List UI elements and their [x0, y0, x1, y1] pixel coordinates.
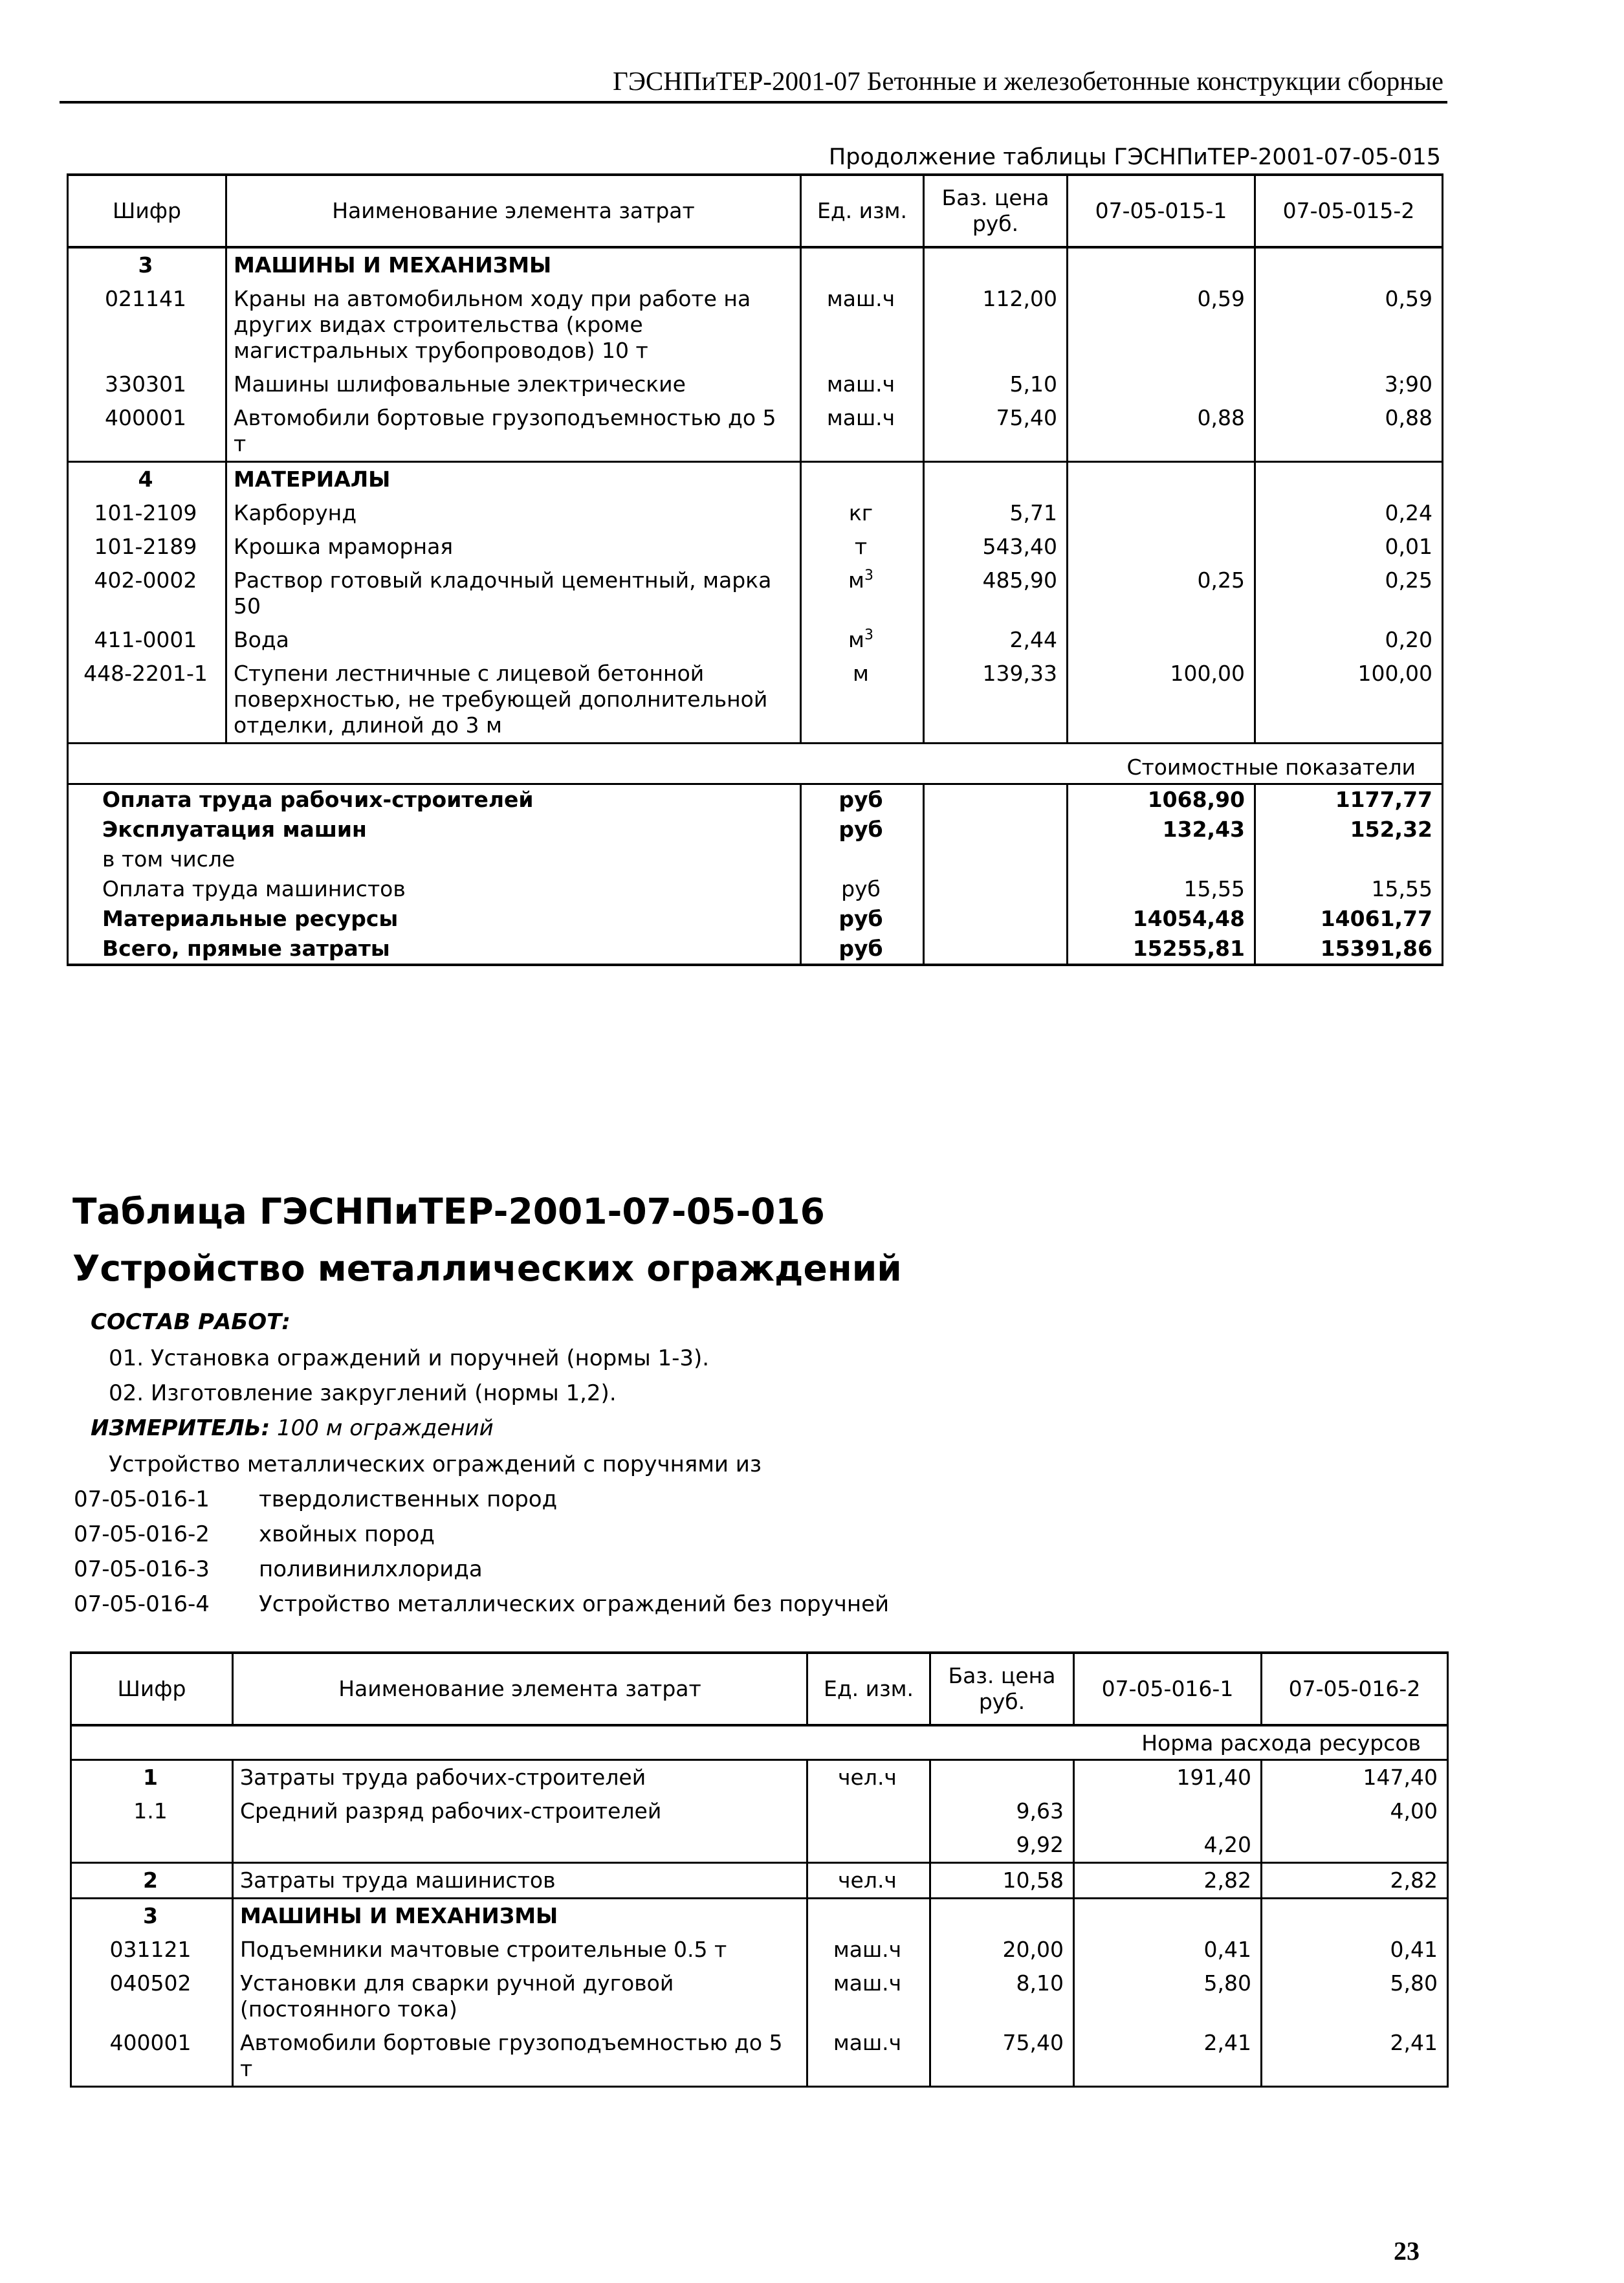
row-unit: кг	[801, 496, 924, 530]
table-row	[71, 1933, 1448, 1967]
section-number: 3	[68, 247, 226, 282]
row-value-2: 147,40	[1262, 1760, 1448, 1795]
row-price: 10,58	[930, 1863, 1074, 1899]
header-unit: Ед. изм.	[801, 175, 924, 247]
row-name: Карборунд	[226, 496, 801, 530]
cost-label: Оплата труда машинистов	[68, 874, 801, 904]
row-price: 9,92	[930, 1828, 1074, 1863]
row-name: Средний разряд рабочих-строителей	[233, 1794, 807, 1828]
row-unit: чел.ч	[807, 1760, 930, 1795]
row-value-1: 0,25	[1068, 564, 1255, 623]
row-value-2	[1262, 1828, 1448, 1863]
row-code: 2	[71, 1863, 233, 1899]
row-name: Машины шлифовальные электрические	[226, 368, 801, 401]
table-title: Таблица ГЭСНПиТЕР-2001-07-05-016	[72, 1191, 825, 1232]
row-name: Затраты труда рабочих-строителей	[233, 1760, 807, 1795]
row-value-1: 100,00	[1068, 657, 1255, 744]
cost-row	[68, 784, 1443, 815]
norm-caption: Норма расхода ресурсов	[71, 1725, 1448, 1760]
variant-code: 07-05-016-3	[74, 1556, 210, 1582]
row-name: Вода	[226, 623, 801, 657]
row-value-2: 2,82	[1262, 1863, 1448, 1899]
row-price: 9,63	[930, 1794, 1074, 1828]
row-value-2: 2,41	[1262, 2026, 1448, 2087]
header-name: Наименование элемента затрат	[233, 1653, 807, 1725]
row-code: 101-2109	[68, 496, 226, 530]
cost-value-2	[1255, 844, 1443, 874]
table-row	[71, 1794, 1448, 1828]
variant-text: поливинилхлорида	[259, 1556, 483, 1582]
row-value-2: 0,88	[1255, 401, 1443, 462]
table-row	[71, 2026, 1448, 2087]
variant-code: 07-05-016-4	[74, 1591, 210, 1617]
cost-unit: руб	[801, 784, 924, 815]
row-value-2: 4,00	[1262, 1794, 1448, 1828]
cost-value-2: 152,32	[1255, 815, 1443, 844]
header-code: Шифр	[71, 1653, 233, 1725]
table-row	[71, 1967, 1448, 2026]
table-row	[68, 282, 1443, 368]
table-row	[68, 368, 1443, 401]
table-row	[68, 564, 1443, 623]
row-name: Автомобили бортовые грузоподъемностью до 5 т	[226, 401, 801, 462]
header-price: Баз. цена руб.	[930, 1653, 1074, 1725]
row-price: 2,44	[924, 623, 1068, 657]
row-name: Раствор готовый кладочный цементный, марка 50	[226, 564, 801, 623]
row-code: 040502	[71, 1967, 233, 2026]
cost-value-2: 15391,86	[1255, 934, 1443, 965]
table-header-row	[71, 1653, 1448, 1725]
row-value-1	[1068, 530, 1255, 564]
section-title: МАТЕРИАЛЫ	[226, 462, 801, 497]
row-unit	[807, 1794, 930, 1828]
row-value-1: 191,40	[1074, 1760, 1262, 1795]
work-item: 02. Изготовление закруглений (нормы 1,2).	[109, 1380, 617, 1406]
cost-unit	[801, 844, 924, 874]
row-price: 543,40	[924, 530, 1068, 564]
row-name: Подъемники мачтовые строительные 0.5 т	[233, 1933, 807, 1967]
cost-value-1: 15255,81	[1068, 934, 1255, 965]
header-code: Шифр	[68, 175, 226, 247]
section-title: МАШИНЫ И МЕХАНИЗМЫ	[233, 1899, 807, 1934]
variant-text: хвойных пород	[259, 1521, 435, 1547]
cost-value-1: 14054,48	[1068, 904, 1255, 934]
row-value-2: 3;90	[1255, 368, 1443, 401]
row-value-1: 4,20	[1074, 1828, 1262, 1863]
cost-unit: руб	[801, 874, 924, 904]
row-price: 75,40	[930, 2026, 1074, 2087]
row-price: 5,71	[924, 496, 1068, 530]
cost-value-1: 1068,90	[1068, 784, 1255, 815]
row-unit: т	[801, 530, 924, 564]
cost-unit: руб	[801, 815, 924, 844]
table-row	[71, 1760, 1448, 1795]
row-code: 400001	[71, 2026, 233, 2087]
work-composition-heading: СОСТАВ РАБОТ:	[91, 1309, 291, 1335]
cost-value-1: 132,43	[1068, 815, 1255, 844]
row-value-1: 0,41	[1074, 1933, 1262, 1967]
row-unit: $м^3$	[801, 623, 924, 657]
row-value-2: 100,00	[1255, 657, 1443, 744]
variants-description: Устройство металлических ограждений с поручнями из	[109, 1451, 762, 1477]
norm-caption-row	[71, 1725, 1448, 1760]
row-name: Затраты труда машинистов	[233, 1863, 807, 1899]
row-code: 448-2201-1	[68, 657, 226, 744]
resource-table-015	[67, 173, 1443, 966]
cost-label: в том числе	[68, 844, 801, 874]
row-code: 400001	[68, 401, 226, 462]
cost-value-1	[1068, 844, 1255, 874]
table-continuation-caption: Продолжение таблицы ГЭСНПиТЕР-2001-07-05-015	[828, 144, 1441, 170]
row-price: 8,10	[930, 1967, 1074, 2026]
row-unit: маш.ч	[807, 2026, 930, 2087]
cost-value-2: 15,55	[1255, 874, 1443, 904]
table-row	[71, 1863, 1448, 1899]
cost-row	[68, 844, 1443, 874]
measurer-label: ИЗМЕРИТЕЛЬ:	[91, 1415, 270, 1441]
variant-code: 07-05-016-1	[74, 1486, 210, 1512]
row-name: Ступени лестничные с лицевой бетонной поверхностью, не требующей дополнительной отделки, длиной до 3 м	[226, 657, 801, 744]
row-value-2: 5,80	[1262, 1967, 1448, 2026]
row-name: Крошка мраморная	[226, 530, 801, 564]
cost-label: Всего, прямые затраты	[68, 934, 801, 965]
cost-value-2: 14061,77	[1255, 904, 1443, 934]
header-col1: 07-05-016-1	[1074, 1653, 1262, 1725]
row-price: 112,00	[924, 282, 1068, 368]
header-col1: 07-05-015-1	[1068, 175, 1255, 247]
cost-unit: руб	[801, 934, 924, 965]
row-unit: м	[801, 657, 924, 744]
variant-code: 07-05-016-2	[74, 1521, 210, 1547]
row-unit: $м^3$	[801, 564, 924, 623]
cost-value-2: 1177,77	[1255, 784, 1443, 815]
row-price: 75,40	[924, 401, 1068, 462]
row-value-2: 0,59	[1255, 282, 1443, 368]
row-unit: маш.ч	[801, 401, 924, 462]
cost-caption-row	[68, 744, 1443, 784]
row-price: 5,10	[924, 368, 1068, 401]
cost-row	[68, 815, 1443, 844]
running-header: ГЭСНПиТЕР-2001-07 Бетонные и железобетонные конструкции сборные	[613, 66, 1443, 96]
row-value-1	[1068, 623, 1255, 657]
row-code: 021141	[68, 282, 226, 368]
cost-value-1: 15,55	[1068, 874, 1255, 904]
header-price: Баз. цена руб.	[924, 175, 1068, 247]
row-name: Краны на автомобильном ходу при работе на других видах строительства (кроме магистральных трубопроводов) 10 т	[226, 282, 801, 368]
section-row-machines	[68, 247, 1443, 282]
row-code: 411-0001	[68, 623, 226, 657]
row-unit: маш.ч	[807, 1967, 930, 2026]
section-row-machines	[71, 1899, 1448, 1934]
header-col2: 07-05-016-2	[1262, 1653, 1448, 1725]
row-unit: маш.ч	[801, 368, 924, 401]
measurer-value: 100 м ограждений	[277, 1415, 494, 1441]
table-row	[71, 1828, 1448, 1863]
work-item: 01. Установка ограждений и поручней (нормы 1-3).	[109, 1345, 710, 1371]
row-unit: маш.ч	[801, 282, 924, 368]
row-name: Автомобили бортовые грузоподъемностью до 5 т	[233, 2026, 807, 2087]
header-rule	[60, 101, 1447, 104]
row-code: 031121	[71, 1933, 233, 1967]
row-value-1: 0,88	[1068, 401, 1255, 462]
cost-label: Оплата труда рабочих-строителей	[68, 784, 801, 815]
row-value-2: 0,24	[1255, 496, 1443, 530]
section-number: 4	[68, 462, 226, 497]
cost-row	[68, 934, 1443, 965]
row-price: 485,90	[924, 564, 1068, 623]
table-row	[68, 530, 1443, 564]
row-code: 330301	[68, 368, 226, 401]
row-value-1	[1068, 496, 1255, 530]
row-price	[930, 1760, 1074, 1795]
row-value-1: 0,59	[1068, 282, 1255, 368]
cost-row	[68, 904, 1443, 934]
header-name: Наименование элемента затрат	[226, 175, 801, 247]
cost-label: Эксплуатация машин	[68, 815, 801, 844]
table-row	[68, 401, 1443, 462]
row-value-1	[1068, 368, 1255, 401]
page-number: 23	[1394, 2236, 1420, 2266]
section-subtitle: Устройство металлических ограждений	[72, 1248, 902, 1289]
cost-row	[68, 874, 1443, 904]
row-name: Установки для сварки ручной дуговой (постоянного тока)	[233, 1967, 807, 2026]
row-value-1: 2,82	[1074, 1863, 1262, 1899]
row-code: 402-0002	[68, 564, 226, 623]
row-value-1	[1074, 1794, 1262, 1828]
header-unit: Ед. изм.	[807, 1653, 930, 1725]
measurer-line	[91, 1415, 494, 1442]
table-row	[68, 623, 1443, 657]
row-price: 139,33	[924, 657, 1068, 744]
row-value-2: 0,01	[1255, 530, 1443, 564]
row-code: 101-2189	[68, 530, 226, 564]
row-value-1: 2,41	[1074, 2026, 1262, 2087]
variant-text: Устройство металлических ограждений без поручней	[259, 1591, 890, 1617]
section-number: 3	[71, 1899, 233, 1934]
section-title: МАШИНЫ И МЕХАНИЗМЫ	[226, 247, 801, 282]
table-header-row	[68, 175, 1443, 247]
row-value-2: 0,25	[1255, 564, 1443, 623]
row-price: 20,00	[930, 1933, 1074, 1967]
row-value-2: 0,20	[1255, 623, 1443, 657]
cost-caption: Стоимостные показатели	[68, 744, 1443, 784]
row-code: 1	[71, 1760, 233, 1795]
resource-table-016	[70, 1651, 1449, 2088]
row-value-1: 5,80	[1074, 1967, 1262, 2026]
section-row-materials	[68, 462, 1443, 497]
cost-label: Материальные ресурсы	[68, 904, 801, 934]
row-value-2: 0,41	[1262, 1933, 1448, 1967]
row-unit: маш.ч	[807, 1933, 930, 1967]
table-row	[68, 496, 1443, 530]
row-unit: чел.ч	[807, 1863, 930, 1899]
table-row	[68, 657, 1443, 744]
header-col2: 07-05-015-2	[1255, 175, 1443, 247]
variant-text: твердолиственных пород	[259, 1486, 558, 1512]
row-code: 1.1	[71, 1794, 233, 1828]
cost-unit: руб	[801, 904, 924, 934]
